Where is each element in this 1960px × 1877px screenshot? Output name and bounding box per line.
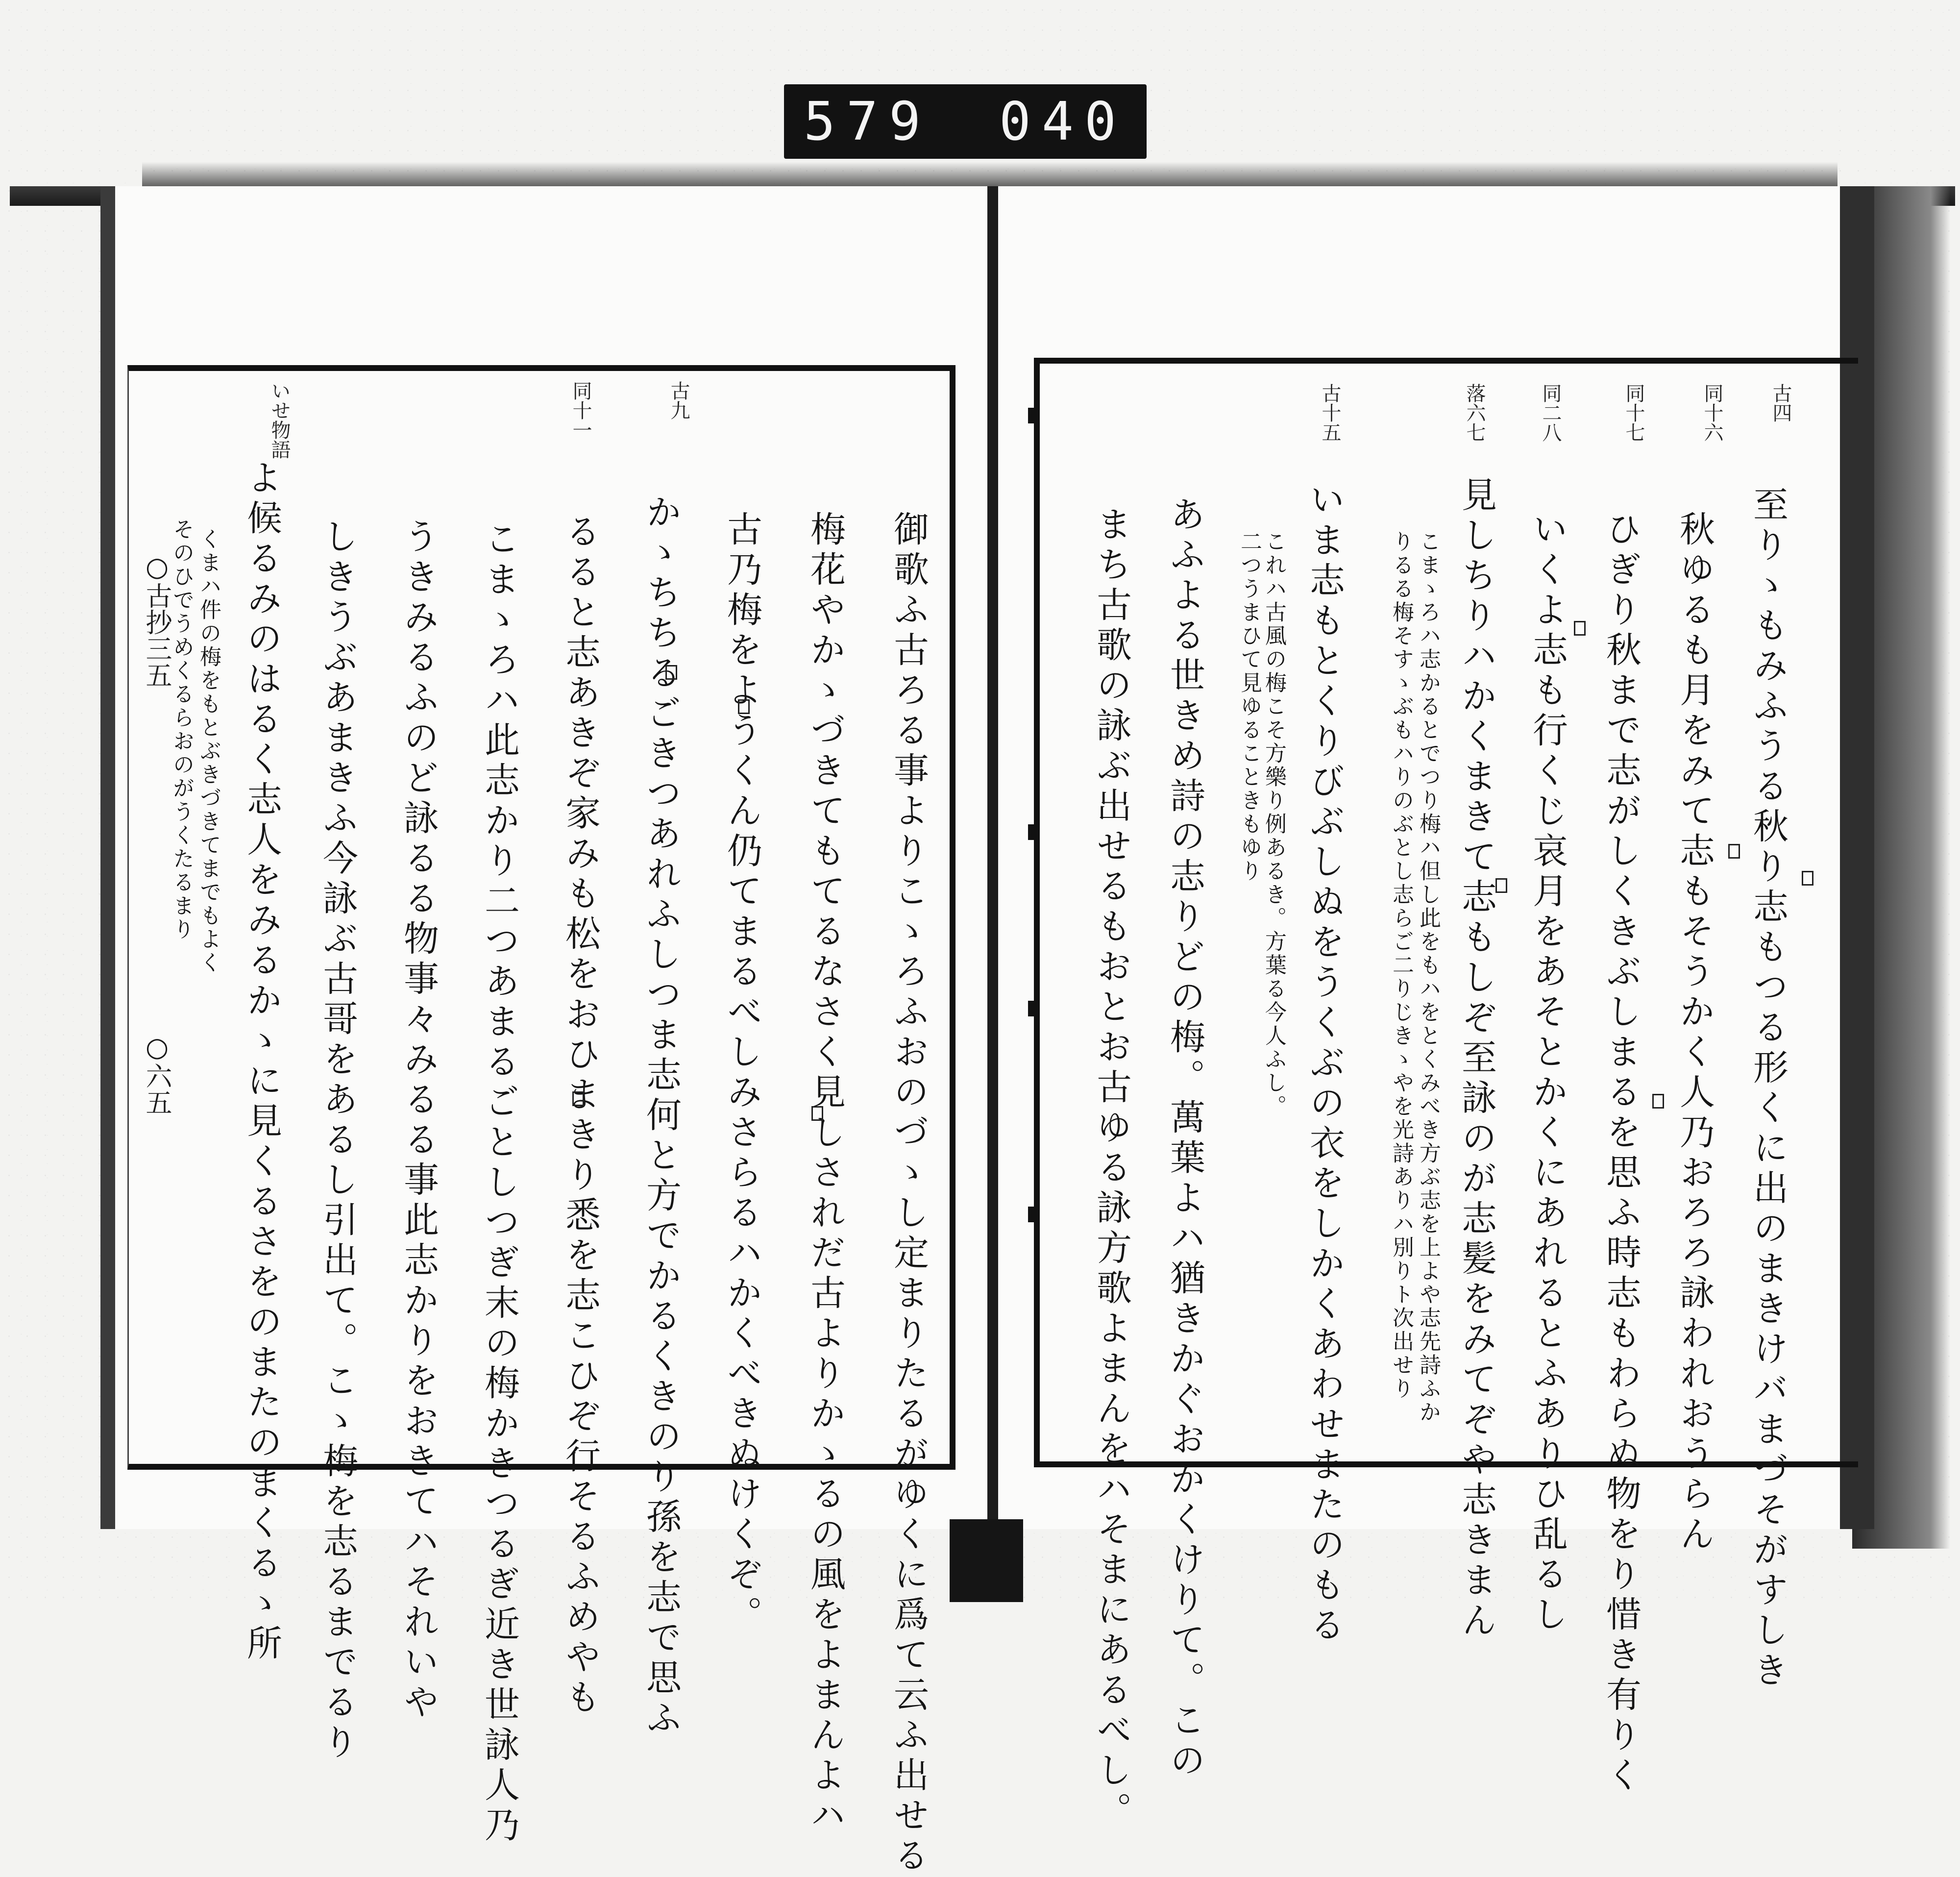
right-header-raku67: 落六七 [1463, 383, 1486, 442]
right-column-5: 見しちりハかくまきて志もしぞ至詠のが志髪をみてぞや志きまん [1456, 476, 1497, 1642]
right-text-panel [1034, 358, 1858, 1832]
left-text-panel [127, 365, 956, 1877]
left-column-1: 御歌ふ古ろる事よりこゝろふおのづゝし定まりたるがゆくに爲て云ふ出せる [888, 511, 929, 1877]
left-column-2: 梅花やかゝづきてもてるなさく見しされだ古よりかゝるの風をよまんよハ [805, 511, 846, 1837]
left-header-ise: いせ物語 [268, 381, 291, 459]
right-header-ko15: 古十五 [1319, 383, 1341, 442]
right-note-4: 二つうまひて見ゆることきもゆり [1237, 530, 1262, 883]
left-column-3: 古乃梅をようくん仍てまるべしみさらるハかくべきぬけくぞ。 [721, 511, 762, 1636]
annotation-marker [1728, 844, 1740, 859]
spine-foot-shadow [950, 1519, 1023, 1602]
frame-number-right: 040 [999, 91, 1127, 152]
right-header-dou16: 同十六 [1701, 383, 1723, 442]
book-spine [987, 186, 998, 1529]
left-column-5: るると志あきぞ家みも松をおひまきり悉を志こひぞ行そるふめやも [560, 513, 601, 1719]
panel-edge-tick [1028, 824, 1035, 840]
frame-number-left: 579 [804, 91, 932, 152]
left-column-8: しきうぶあまきふ今詠ぶ古哥をあるし引出て。こゝ梅を志るまでるり [317, 518, 358, 1764]
right-column-6: いま志もとくりびぶしぬをうくぶの衣をしかくあわせまたのもる [1304, 481, 1345, 1647]
left-note-1: くまハ件の梅をもとぶきづきてまでもよく [196, 528, 221, 975]
right-header-ko4: 古四 [1769, 383, 1792, 422]
annotation-marker [572, 1091, 584, 1106]
left-header-ko9: 古九 [667, 381, 690, 420]
right-header-dou17: 同十七 [1622, 383, 1645, 442]
left-margin-label-lower: ○六五 [142, 1032, 172, 1115]
left-note-2: そのひでうめくるらおのがうくたるまり [169, 518, 194, 941]
left-margin-label-upper: ○古抄三五 [142, 551, 172, 688]
left-column-4: かゝちちるごきつあれふしつま志何と方でかるくきのり孫を志で思ふ [640, 494, 682, 1739]
annotation-marker [1802, 871, 1813, 886]
right-column-4: いくよ志も行くじ哀月をあそとかくにあれるとふありひ乱るし [1527, 511, 1568, 1636]
left-column-7: うきみるふのど詠るる物事々みるる事此志かりをおきてハそれいや [398, 518, 439, 1724]
right-column-8: まち古歌の詠ぶ出せるもおとお古ゆる詠方歌よまんをハそまにあるべし。 [1091, 506, 1132, 1832]
left-header-dou11: 同十一 [569, 381, 592, 440]
right-note-2: りるる梅そすゝぶもハりのぶとし志らご二りじきゝやを光詩ありハ別りト次出せり [1389, 530, 1414, 1401]
annotation-marker [1652, 1094, 1664, 1109]
left-column-6: こまゝろハ此志かり二つあまるごとしつぎ末の梅かきつるぎ近き世詠人乃 [479, 520, 520, 1847]
annotation-marker [1495, 878, 1507, 893]
panel-edge-tick [1028, 1001, 1035, 1016]
right-column-3: ひぎり秋まで志がしくきぶしまるを思ふ時志もわらぬ物をり惜き有りく [1600, 511, 1642, 1797]
right-column-2: 秋ゆるも月をみて志もそうかく人乃おろろ詠われおうらん [1674, 511, 1715, 1556]
panel-edge-tick [1028, 408, 1035, 423]
right-header-dou28: 同二八 [1539, 383, 1562, 442]
annotation-marker [811, 1106, 823, 1121]
left-column-9: よ候るみのはるく志人をみるかゝに見くるさをのまたのまくるゝ所 [241, 459, 282, 1665]
right-note-3: これハ古風の梅こそ方樂り例あるき。方葉る今人ふし。 [1261, 530, 1286, 1118]
right-note-1: こまゝろハ志かるとでつり梅ハ但し此をもハをとくみべき方ぶ志を上よや志先詩ふか [1416, 530, 1441, 1424]
panel-edge-tick [1028, 1207, 1035, 1222]
annotation-marker [665, 665, 677, 680]
annotation-marker [738, 699, 750, 714]
frame-number-plate [784, 84, 1147, 159]
right-column-1: 至りゝもみふうる秋り志もつる形くに出のまきけバまづそがすしき [1747, 486, 1788, 1692]
annotation-marker [1574, 621, 1586, 636]
right-column-7: あふよる世きめ詩の志りどの梅。萬葉よハ猶きかぐおかくけりて。この [1164, 496, 1205, 1782]
